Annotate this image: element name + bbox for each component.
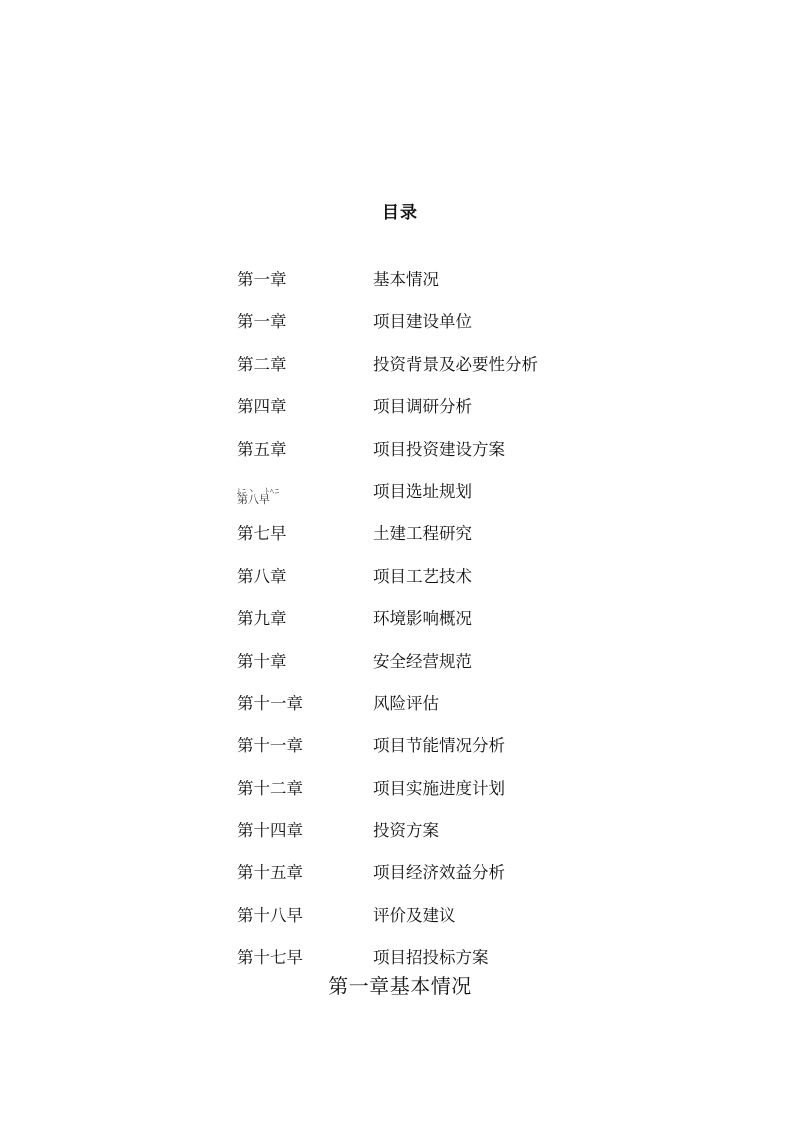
table-of-contents xyxy=(0,268,800,989)
toc-chapter-title: 项目节能情况分析 xyxy=(373,736,505,756)
toc-entry[interactable] xyxy=(0,565,800,607)
toc-chapter-title: 项目建设单位 xyxy=(373,312,472,332)
toc-chapter-number: 第七早 xyxy=(237,524,287,544)
toc-entry[interactable] xyxy=(0,353,800,395)
toc-chapter-title: 项目招投标方案 xyxy=(373,948,489,968)
toc-entry[interactable] xyxy=(0,777,800,819)
toc-chapter-number: 第五章 xyxy=(237,439,287,459)
toc-chapter-number: 第十四章 xyxy=(237,821,303,841)
toc-chapter-title: 项目选址规划 xyxy=(373,481,472,501)
toc-chapter-title: 项目经济效益分析 xyxy=(373,863,505,883)
toc-chapter-number: 第十一章 xyxy=(237,693,303,713)
toc-entry[interactable] xyxy=(0,861,800,903)
toc-chapter-number: 第十五章 xyxy=(237,863,303,883)
toc-chapter-number-degraded xyxy=(237,486,280,512)
scan-artifact-mark: ﾑﾆ丶 ﾄﾍﾆ xyxy=(237,486,280,496)
toc-chapter-number: 第九章 xyxy=(237,609,287,629)
toc-entry[interactable] xyxy=(0,522,800,564)
toc-chapter-title: 基本情况 xyxy=(373,270,439,289)
toc-entry[interactable] xyxy=(0,819,800,861)
toc-entry[interactable] xyxy=(0,607,800,649)
toc-chapter-title: 项目实施进度计划 xyxy=(373,778,505,798)
toc-chapter-number: 第十一章 xyxy=(237,736,303,756)
toc-chapter-number: 第四章 xyxy=(237,397,287,417)
toc-chapter-number: 第十八早 xyxy=(237,905,303,925)
toc-chapter-number: 第八早 xyxy=(237,492,270,506)
toc-entry[interactable] xyxy=(0,904,800,946)
toc-chapter-number: 第十七早 xyxy=(237,948,303,968)
toc-chapter-title: 环境影响概况 xyxy=(373,609,472,629)
toc-entry[interactable] xyxy=(0,734,800,776)
toc-chapter-number: 第一章 xyxy=(237,270,287,289)
toc-entry[interactable] xyxy=(0,268,800,310)
toc-entry[interactable] xyxy=(0,480,800,522)
toc-chapter-title: 投资方案 xyxy=(373,821,439,841)
toc-entry[interactable] xyxy=(0,650,800,692)
toc-chapter-title: 评价及建议 xyxy=(373,905,456,925)
toc-chapter-title: 投资背景及必要性分析 xyxy=(373,354,538,374)
toc-entry[interactable] xyxy=(0,395,800,437)
toc-chapter-number: 第十章 xyxy=(237,651,287,671)
toc-chapter-title: 项目投资建设方案 xyxy=(373,439,505,459)
section-heading: 第一章基本情况 xyxy=(328,974,472,998)
toc-chapter-number: 第一章 xyxy=(237,312,287,332)
toc-chapter-title: 安全经营规范 xyxy=(373,651,472,671)
toc-chapter-title: 项目工艺技术 xyxy=(373,566,472,586)
toc-entry[interactable] xyxy=(0,310,800,352)
toc-entry[interactable] xyxy=(0,692,800,734)
toc-chapter-title: 项目调研分析 xyxy=(373,397,472,417)
toc-chapter-title: 风险评估 xyxy=(373,693,439,713)
toc-chapter-title: 土建工程研究 xyxy=(373,524,472,544)
toc-chapter-number: 第八章 xyxy=(237,566,287,586)
toc-entry[interactable] xyxy=(0,438,800,480)
toc-title: 目录 xyxy=(382,203,418,223)
toc-chapter-number: 第二章 xyxy=(237,354,287,374)
toc-chapter-number: 第十二章 xyxy=(237,778,303,798)
